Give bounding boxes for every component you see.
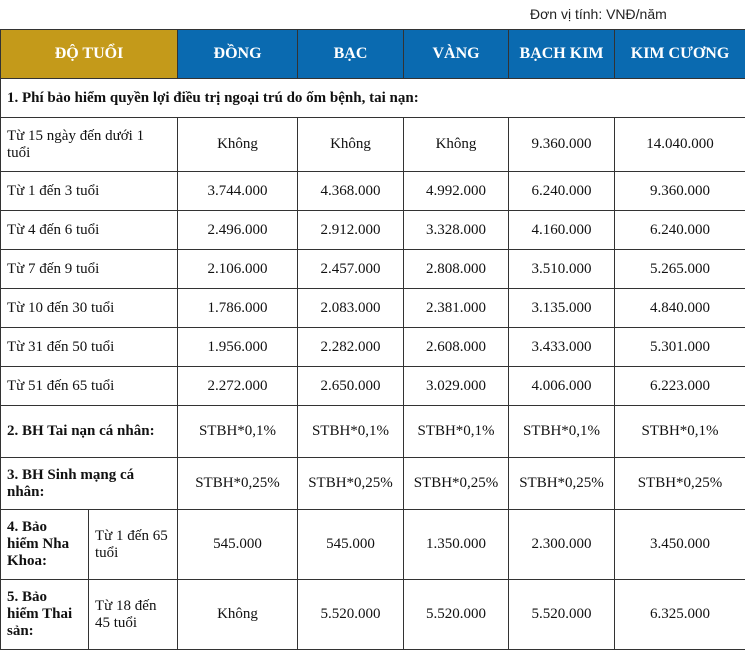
- age-range-cell: Từ 4 đến 6 tuổi: [1, 211, 178, 250]
- premium-cell: 5.301.000: [615, 328, 745, 367]
- premium-cell: Không: [404, 118, 509, 172]
- premium-cell: 6.240.000: [615, 211, 745, 250]
- age-range-cell: Từ 31 đến 50 tuổi: [1, 328, 178, 367]
- header-tier-kim-cuong: KIM CƯƠNG: [615, 30, 745, 79]
- age-range-cell: Từ 7 đến 9 tuổi: [1, 250, 178, 289]
- premium-cell: 2.381.000: [404, 289, 509, 328]
- premium-cell: 3.510.000: [509, 250, 615, 289]
- premium-cell: 2.650.000: [298, 367, 404, 406]
- section3-value: STBH*0,25%: [509, 458, 615, 510]
- premium-cell: 2.912.000: [298, 211, 404, 250]
- premium-cell: 2.457.000: [298, 250, 404, 289]
- age-range-cell: Từ 1 đến 3 tuổi: [1, 172, 178, 211]
- premium-cell: 6.240.000: [509, 172, 615, 211]
- section5-value: 6.325.000: [615, 580, 745, 650]
- header-age: ĐỘ TUỔI: [1, 30, 178, 79]
- premium-cell: 2.106.000: [178, 250, 298, 289]
- premium-cell: 6.223.000: [615, 367, 745, 406]
- section2-value: STBH*0,1%: [615, 406, 745, 458]
- section1-body: [1, 118, 745, 406]
- premium-cell: 9.360.000: [509, 118, 615, 172]
- section1-row: [1, 211, 745, 250]
- premium-cell: 3.135.000: [509, 289, 615, 328]
- section2-label: 2. BH Tai nạn cá nhân:: [1, 406, 178, 458]
- header-tier-bach-kim: BẠCH KIM: [509, 30, 615, 79]
- age-range-cell: Từ 10 đến 30 tuổi: [1, 289, 178, 328]
- section3-value: STBH*0,25%: [298, 458, 404, 510]
- premium-cell: 9.360.000: [615, 172, 745, 211]
- section2-row: [1, 406, 745, 458]
- section5-value: 5.520.000: [404, 580, 509, 650]
- premium-cell: 3.029.000: [404, 367, 509, 406]
- premium-cell: 2.808.000: [404, 250, 509, 289]
- header-tier-bac: BẠC: [298, 30, 404, 79]
- premium-cell: 14.040.000: [615, 118, 745, 172]
- section1-row: [1, 367, 745, 406]
- section2-value: STBH*0,1%: [178, 406, 298, 458]
- header-tier-dong: ĐỒNG: [178, 30, 298, 79]
- premium-cell: 2.608.000: [404, 328, 509, 367]
- section2-value: STBH*0,1%: [298, 406, 404, 458]
- section3-value: STBH*0,25%: [178, 458, 298, 510]
- premium-cell: Không: [298, 118, 404, 172]
- section1-title-row: [1, 79, 745, 118]
- section2-value: STBH*0,1%: [509, 406, 615, 458]
- section5-value: Không: [178, 580, 298, 650]
- section3-label: 3. BH Sinh mạng cá nhân:: [1, 458, 178, 510]
- premium-table: [0, 29, 745, 650]
- section1-row: [1, 289, 745, 328]
- premium-cell: 1.956.000: [178, 328, 298, 367]
- premium-cell: 3.744.000: [178, 172, 298, 211]
- premium-cell: Không: [178, 118, 298, 172]
- premium-cell: 2.272.000: [178, 367, 298, 406]
- section4-age: Từ 1 đến 65 tuổi: [89, 510, 178, 580]
- section5-value: 5.520.000: [298, 580, 404, 650]
- section2-value: STBH*0,1%: [404, 406, 509, 458]
- age-range-cell: Từ 51 đến 65 tuổi: [1, 367, 178, 406]
- section1-row: [1, 250, 745, 289]
- section4-label: 4. Bảo hiểm Nha Khoa:: [1, 510, 89, 580]
- section4-value: 3.450.000: [615, 510, 745, 580]
- section1-row: [1, 118, 745, 172]
- section5-label: 5. Bảo hiểm Thai sản:: [1, 580, 89, 650]
- premium-cell: 3.328.000: [404, 211, 509, 250]
- section1-title: 1. Phí bảo hiểm quyền lợi điều trị ngoại trú do ốm bệnh, tai nạn:: [1, 79, 745, 118]
- section5-value: 5.520.000: [509, 580, 615, 650]
- section3-row: [1, 458, 745, 510]
- section4-value: 2.300.000: [509, 510, 615, 580]
- age-range-cell: Từ 15 ngày đến dưới 1 tuổi: [1, 118, 178, 172]
- section4-value: 1.350.000: [404, 510, 509, 580]
- premium-cell: 2.496.000: [178, 211, 298, 250]
- section4-value: 545.000: [298, 510, 404, 580]
- section3-value: STBH*0,25%: [615, 458, 745, 510]
- premium-cell: 4.840.000: [615, 289, 745, 328]
- premium-cell: 4.006.000: [509, 367, 615, 406]
- premium-cell: 2.282.000: [298, 328, 404, 367]
- section4-value: 545.000: [178, 510, 298, 580]
- section1-row: [1, 172, 745, 211]
- premium-cell: 2.083.000: [298, 289, 404, 328]
- section3-value: STBH*0,25%: [404, 458, 509, 510]
- premium-cell: 3.433.000: [509, 328, 615, 367]
- unit-note: Đơn vị tính: VNĐ/năm: [530, 6, 667, 22]
- header-tier-vang: VÀNG: [404, 30, 509, 79]
- section1-row: [1, 328, 745, 367]
- header-row: [1, 30, 745, 79]
- premium-cell: 5.265.000: [615, 250, 745, 289]
- premium-cell: 4.368.000: [298, 172, 404, 211]
- premium-cell: 4.992.000: [404, 172, 509, 211]
- premium-cell: 1.786.000: [178, 289, 298, 328]
- section5-row: [1, 580, 745, 650]
- section5-age: Từ 18 đến 45 tuổi: [89, 580, 178, 650]
- premium-cell: 4.160.000: [509, 211, 615, 250]
- section4-row: [1, 510, 745, 580]
